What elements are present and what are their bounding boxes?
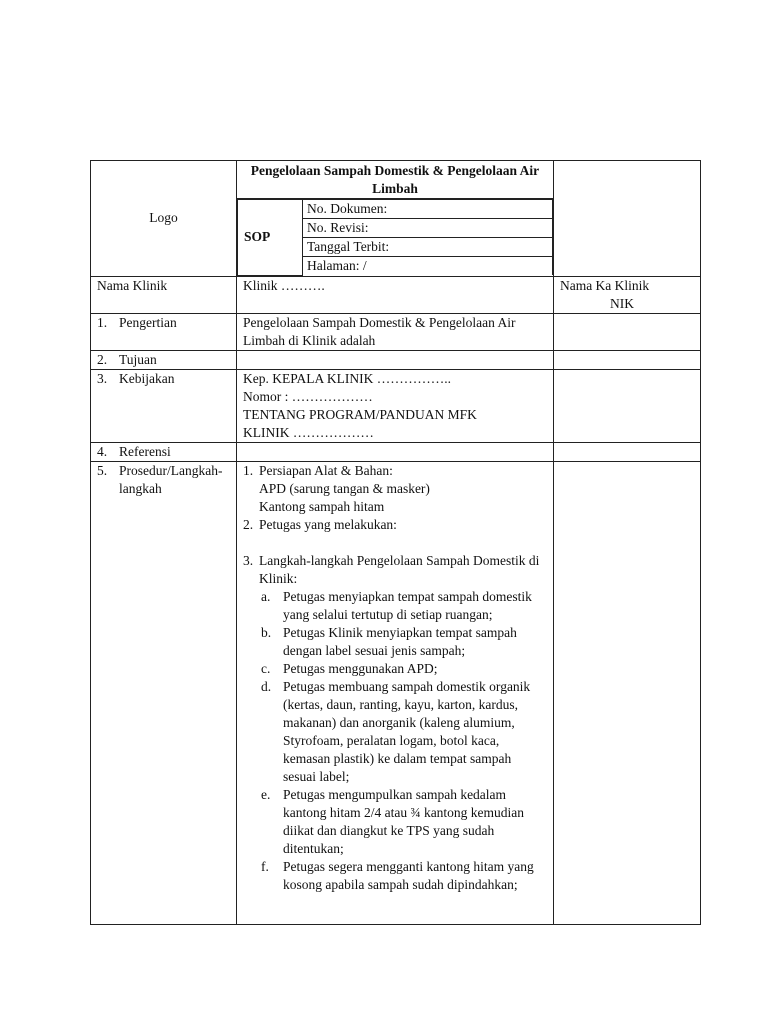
revision-field: No. Revisi: bbox=[302, 219, 552, 238]
empty-cell bbox=[553, 350, 700, 369]
procedure-step bbox=[243, 516, 547, 534]
clinic-name-value: Klinik ………. bbox=[236, 276, 553, 313]
row-pengertian bbox=[91, 313, 701, 350]
row-referensi bbox=[91, 442, 701, 461]
row-label bbox=[91, 313, 237, 350]
procedure-step bbox=[243, 552, 547, 894]
empty-cell bbox=[553, 442, 700, 461]
row-title: Referensi bbox=[119, 443, 171, 459]
row-prosedur bbox=[91, 461, 701, 924]
clinic-row bbox=[91, 276, 701, 313]
row-title: Prosedur/Langkah-langkah bbox=[119, 462, 223, 496]
sub-step bbox=[243, 624, 547, 660]
sub-step-text: Petugas membuang sampah domestik organik (kertas, daun, ranting, kayu, karton, kardus, makanan) dan anorganik (kaleng alumium, Styrofoam, peralatan logam, botol kaca, kemasan plastik) ke dalam tempat sampah sesuai label; bbox=[282, 678, 531, 784]
kebijakan-line: KLINIK ……………… bbox=[242, 424, 374, 440]
sub-step-text: Petugas Klinik menyiapkan tempat sampah dengan label sesuai jenis sampah; bbox=[282, 624, 517, 658]
row-label bbox=[91, 369, 237, 442]
clinic-head-cell bbox=[553, 276, 700, 313]
pengertian-content: Pengelolaan Sampah Domestik & Pengelolaan Air Limbah di Klinik adalah bbox=[236, 313, 553, 350]
page-field: Halaman: / bbox=[302, 257, 552, 276]
kebijakan-line: Nomor : ……………… bbox=[242, 388, 373, 404]
sub-step-text: Petugas menyiapkan tempat sampah domestik yang selalui tertutup di setiap ruangan; bbox=[282, 588, 532, 622]
row-number: 4. bbox=[97, 443, 108, 459]
row-label bbox=[91, 442, 237, 461]
step-item: Kantong sampah hitam bbox=[258, 498, 385, 514]
empty-cell bbox=[553, 369, 700, 442]
document-title: Pengelolaan Sampah Domestik & Pengelolaan Air Limbah bbox=[237, 161, 553, 199]
row-title: Kebijakan bbox=[119, 370, 175, 386]
row-label bbox=[91, 461, 237, 924]
sub-step-letter: e. bbox=[260, 786, 271, 802]
sub-step-letter: a. bbox=[260, 588, 271, 604]
sop-label: SOP bbox=[237, 200, 302, 276]
sop-table bbox=[90, 160, 701, 925]
row-title: Tujuan bbox=[119, 351, 157, 367]
sub-step-letter: d. bbox=[260, 678, 272, 694]
kebijakan-content bbox=[236, 369, 553, 442]
row-kebijakan bbox=[91, 369, 701, 442]
issue-date-field: Tanggal Terbit: bbox=[302, 238, 552, 257]
referensi-content bbox=[236, 442, 553, 461]
doc-info-table bbox=[237, 199, 553, 276]
nik-label: NIK bbox=[609, 295, 634, 311]
header-title-cell bbox=[236, 161, 553, 277]
sub-step-text: Petugas segera mengganti kantong hitam yang kosong apabila sampah sudah dipindahkan; bbox=[282, 858, 534, 892]
step-title: Langkah-langkah Pengelolaan Sampah Domestik di Klinik: bbox=[258, 552, 540, 586]
row-number: 2. bbox=[97, 351, 108, 367]
step-item: APD (sarung tangan & masker) bbox=[258, 480, 430, 496]
step-number: 2. bbox=[242, 516, 254, 532]
sub-step-letter: b. bbox=[260, 624, 272, 640]
row-number: 5. bbox=[97, 462, 108, 478]
tujuan-content bbox=[236, 350, 553, 369]
prosedur-content bbox=[236, 461, 553, 924]
sub-step-letter: f. bbox=[260, 858, 269, 874]
sub-step-text: Petugas menggunakan APD; bbox=[282, 660, 438, 676]
row-number: 3. bbox=[97, 370, 108, 386]
step-title: Petugas yang melakukan: bbox=[258, 516, 397, 532]
empty-cell bbox=[553, 461, 700, 924]
row-number: 1. bbox=[97, 314, 108, 330]
sub-step bbox=[243, 588, 547, 624]
sub-step bbox=[243, 786, 547, 858]
logo-placeholder bbox=[91, 161, 237, 277]
row-title: Pengertian bbox=[119, 314, 177, 330]
step-title: Persiapan Alat & Bahan: bbox=[258, 462, 393, 478]
kebijakan-line: TENTANG PROGRAM/PANDUAN MFK bbox=[242, 406, 477, 422]
procedure-list bbox=[243, 462, 547, 894]
header-empty-cell bbox=[553, 161, 700, 277]
logo-label: Logo bbox=[149, 210, 178, 226]
sub-step-letter: c. bbox=[260, 660, 271, 676]
procedure-step bbox=[243, 462, 547, 516]
sub-step-list bbox=[243, 588, 547, 894]
sub-step-text: Petugas mengumpulkan sampah kedalam kantong hitam 2/4 atau ¾ kantong kemudian diikat dan diangkut ke TPS yang sudah ditentukan; bbox=[282, 786, 525, 856]
spacer bbox=[243, 534, 547, 552]
doc-number-field: No. Dokumen: bbox=[302, 200, 552, 219]
empty-cell bbox=[553, 313, 700, 350]
clinic-head-label: Nama Ka Klinik bbox=[559, 277, 650, 293]
sub-step bbox=[243, 858, 547, 894]
step-number: 3. bbox=[242, 552, 254, 568]
sub-step bbox=[243, 678, 547, 786]
kebijakan-line: Kep. KEPALA KLINIK …………….. bbox=[242, 370, 451, 386]
clinic-name-label: Nama Klinik bbox=[91, 276, 237, 313]
sub-step bbox=[243, 660, 547, 678]
row-label bbox=[91, 350, 237, 369]
row-tujuan bbox=[91, 350, 701, 369]
header-row bbox=[91, 161, 701, 277]
step-number: 1. bbox=[242, 462, 254, 478]
